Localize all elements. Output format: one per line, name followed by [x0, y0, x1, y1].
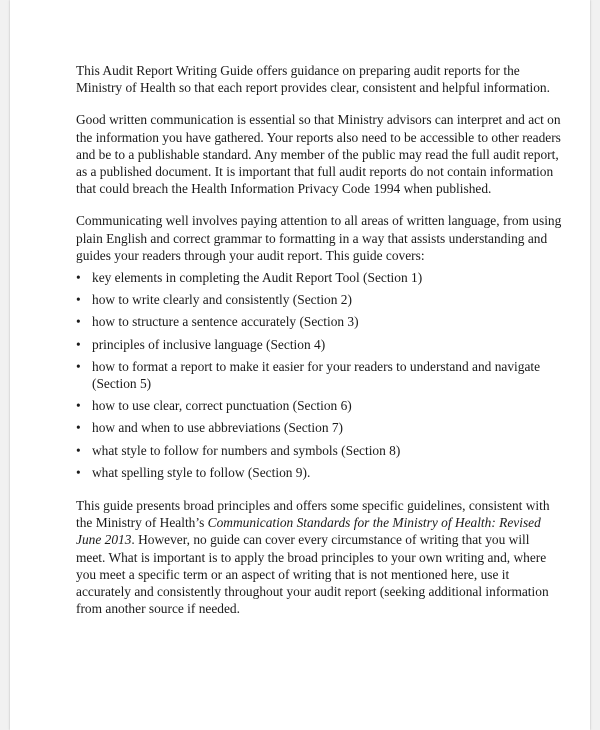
standards-title: Communication Standards for the Ministry of Health: Revised June 2013 — [76, 515, 541, 548]
communication-paragraph: Good written communication is essential so that Ministry advisors can interpret and act on the information you have gathered. Your reports also need to be accessible to other readers and be to a publishable standard. Any member of the public may read the full audit report, as a published document. It is important that full audit reports do not contain information that could breach the Health Information Privacy Code 1994 when published. — [76, 112, 561, 197]
list-item-text: how to structure a sentence accurately (Section 3) — [92, 314, 359, 330]
list-item-text: what style to follow for numbers and symbols (Section 8) — [92, 442, 401, 458]
document-page — [10, 0, 590, 730]
list-item — [76, 419, 562, 436]
scope-paragraph: Communicating well involves paying attention to all areas of written language, from using plain English and correct grammar to formatting in a way that assists understanding and guides your readers through your audit report. This guide covers: — [76, 213, 562, 263]
bullet-icon: • — [76, 442, 81, 458]
list-item — [76, 291, 562, 308]
list-item-text: how and when to use abbreviations (Section 7) — [92, 420, 344, 436]
list-item — [76, 336, 562, 353]
principles-text-start: This guide presents broad principles and offers some specific guidelines, consistent with the Ministry of Health’s — [76, 498, 550, 531]
document-body — [76, 62, 562, 632]
list-item — [76, 313, 562, 330]
principles-text-end: . However, no guide can cover every circumstance of writing that you will meet. What is important is to apply the broad principles to your own writing and, where you meet a specific term or an aspect of writing that is not mentioned here, use it accurately and consistently throughout your audit report (seeking additional information from another source if needed. — [76, 532, 549, 617]
bullet-icon: • — [76, 464, 81, 480]
list-item — [76, 269, 562, 286]
list-item — [76, 358, 562, 392]
bullet-icon: • — [76, 336, 81, 352]
list-item-text: key elements in completing the Audit Report Tool (Section 1) — [92, 270, 423, 286]
list-item-text: how to use clear, correct punctuation (Section 6) — [92, 398, 352, 414]
list-item-text: how to write clearly and consistently (Section 2) — [92, 292, 352, 308]
principles-paragraph — [76, 497, 562, 617]
bullet-icon: • — [76, 270, 81, 286]
bullet-icon: • — [76, 420, 81, 436]
bullet-icon: • — [76, 292, 81, 308]
guide-contents-list — [76, 269, 562, 481]
list-item — [76, 464, 562, 481]
bullet-icon: • — [76, 398, 81, 414]
intro-paragraph: This Audit Report Writing Guide offers guidance on preparing audit reports for the Ministry of Health so that each report provides clear, consistent and helpful information. — [76, 63, 550, 96]
list-item — [76, 442, 562, 459]
list-item-text: how to format a report to make it easier for your readers to understand and navigate (Section 5) — [92, 358, 541, 392]
bullet-icon: • — [76, 314, 81, 330]
list-item — [76, 397, 562, 414]
list-item-text: what spelling style to follow (Section 9). — [92, 464, 311, 480]
list-item-text: principles of inclusive language (Section 4) — [92, 336, 326, 352]
bullet-icon: • — [76, 358, 81, 374]
